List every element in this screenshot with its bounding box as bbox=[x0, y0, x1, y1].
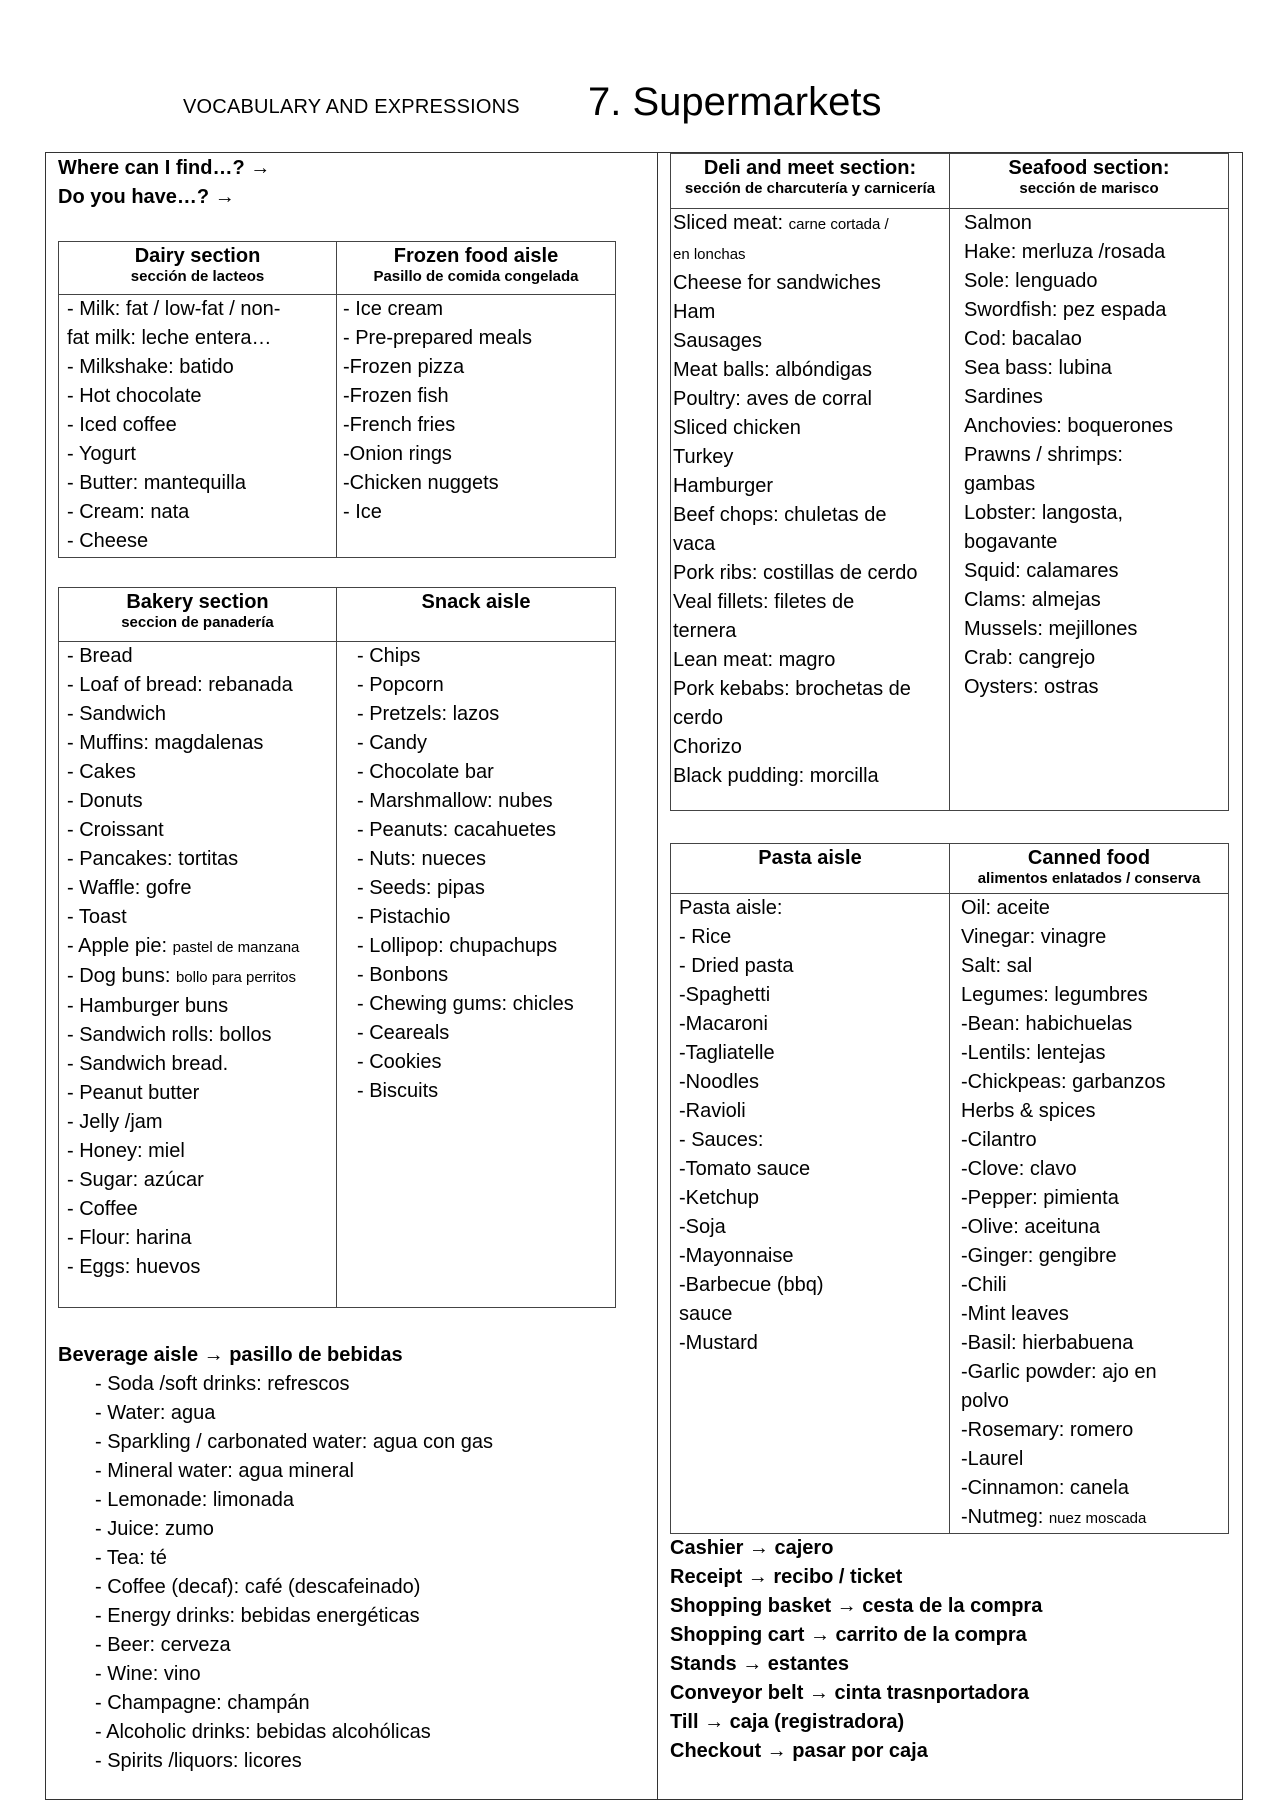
bakery-item-text: - Sandwich rolls: bollos bbox=[67, 1024, 272, 1046]
snack-item: - Chips bbox=[357, 645, 421, 667]
dairy-item: - Hot chocolate bbox=[67, 385, 202, 407]
bakery-item bbox=[67, 1050, 336, 1079]
seafood-header bbox=[950, 154, 1229, 209]
bakery-item-text: - Coffee bbox=[67, 1198, 138, 1220]
frozen-item: -French fries bbox=[343, 414, 456, 436]
deli-item bbox=[673, 356, 949, 385]
bakery-item bbox=[67, 729, 336, 758]
deli-item bbox=[673, 559, 949, 588]
bakery-item bbox=[67, 1253, 336, 1282]
pasta-item: -Ravioli bbox=[679, 1100, 746, 1122]
dairy-frozen-table bbox=[58, 241, 616, 558]
deli-item bbox=[673, 762, 949, 791]
vocab-item: Receipt → recibo / ticket bbox=[670, 1566, 903, 1588]
dairy-item: fat milk: leche entera… bbox=[67, 327, 272, 349]
canned-title: Canned food bbox=[1027, 847, 1151, 869]
canned-item-translation: nuez moscada bbox=[1048, 1510, 1147, 1527]
canned-item bbox=[961, 923, 1228, 952]
deli-subtitle: sección de charcutería y carnicería bbox=[684, 180, 936, 197]
bakery-list-cell bbox=[59, 642, 337, 1308]
canned-item-text: Oil: aceite bbox=[961, 897, 1050, 919]
vocab-item: Conveyor belt → cinta trasnportadora bbox=[670, 1682, 1029, 1704]
pasta-item: Pasta aisle: bbox=[679, 897, 783, 919]
deli-item-text: ternera bbox=[673, 620, 737, 642]
bakery-item-text: - Toast bbox=[67, 906, 127, 928]
snack-item: - Biscuits bbox=[357, 1080, 439, 1102]
snack-item: - Candy bbox=[357, 732, 428, 754]
beverage-item: - Wine: vino bbox=[95, 1663, 201, 1685]
bakery-item-text: - Sandwich bbox=[67, 703, 166, 725]
pasta-item: -Ketchup bbox=[679, 1187, 760, 1209]
deli-item-text: vaca bbox=[673, 533, 716, 555]
deli-seafood-table bbox=[670, 153, 1229, 811]
bakery-item-translation: pastel de manzana bbox=[172, 939, 300, 956]
snack-item: - Seeds: pipas bbox=[357, 877, 485, 899]
canned-item bbox=[961, 1068, 1228, 1097]
bakery-item bbox=[67, 962, 336, 992]
beverage-item: - Beer: cerveza bbox=[95, 1634, 231, 1656]
vocab-item: Checkout → pasar por caja bbox=[670, 1740, 928, 1762]
seafood-item: Salmon bbox=[964, 212, 1032, 234]
bakery-item-text: - Loaf of bread: rebanada bbox=[67, 674, 293, 696]
bakery-item bbox=[67, 1195, 336, 1224]
bakery-item bbox=[67, 874, 336, 903]
canned-item-text: polvo bbox=[961, 1390, 1009, 1412]
deli-item bbox=[673, 327, 949, 356]
snack-header bbox=[337, 588, 616, 642]
canned-item-text: -Basil: hierbabuena bbox=[961, 1332, 1134, 1354]
seafood-item: Sole: lenguado bbox=[964, 270, 1098, 292]
deli-item-text: Sliced meat: bbox=[673, 212, 784, 234]
bakery-item-text: - Pancakes: tortitas bbox=[67, 848, 239, 870]
bakery-item-text: - Honey: miel bbox=[67, 1140, 185, 1162]
canned-subtitle: alimentos enlatados / conserva bbox=[977, 870, 1201, 887]
bakery-item-text: - Hamburger buns bbox=[67, 995, 229, 1017]
snack-item: - Popcorn bbox=[357, 674, 444, 696]
pasta-list-cell bbox=[671, 894, 950, 1534]
seafood-item: Sea bass: lubina bbox=[964, 357, 1112, 379]
canned-item-text: -Cinnamon: canela bbox=[961, 1477, 1129, 1499]
canned-item bbox=[961, 1329, 1228, 1358]
seafood-item: Sardines bbox=[964, 386, 1043, 408]
bakery-item bbox=[67, 1137, 336, 1166]
frozen-title: Frozen food aisle bbox=[393, 245, 559, 267]
bakery-item-text: - Jelly /jam bbox=[67, 1111, 163, 1133]
canned-item-text: -Cilantro bbox=[961, 1129, 1037, 1151]
beverage-list bbox=[58, 1370, 493, 1776]
canned-item-text: Legumes: legumbres bbox=[961, 984, 1148, 1006]
canned-item bbox=[961, 952, 1228, 981]
dairy-item: - Cheese bbox=[67, 530, 149, 552]
canned-item bbox=[961, 1184, 1228, 1213]
pasta-item: - Rice bbox=[679, 926, 732, 948]
seafood-title: Seafood section: bbox=[1008, 157, 1170, 179]
canned-item bbox=[961, 1300, 1228, 1329]
seafood-item: gambas bbox=[964, 473, 1036, 495]
bakery-item-text: - Waffle: gofre bbox=[67, 877, 192, 899]
canned-item-text: -Ginger: gengibre bbox=[961, 1245, 1117, 1267]
deli-item-text: Chorizo bbox=[673, 736, 742, 758]
pasta-item: sauce bbox=[679, 1303, 733, 1325]
seafood-item: Prawns / shrimps: bbox=[964, 444, 1123, 466]
deli-item-text: Poultry: aves de corral bbox=[673, 388, 872, 410]
snack-item: - Chewing gums: chicles bbox=[357, 993, 574, 1015]
snack-item: - Peanuts: cacahuetes bbox=[357, 819, 557, 841]
dairy-item: - Yogurt bbox=[67, 443, 136, 465]
seafood-item: Mussels: mejillones bbox=[964, 618, 1138, 640]
canned-item bbox=[961, 1445, 1228, 1474]
bakery-item-text: - Peanut butter bbox=[67, 1082, 200, 1104]
bakery-item bbox=[67, 903, 336, 932]
seafood-subtitle: sección de marisco bbox=[1019, 180, 1159, 197]
bakery-list bbox=[67, 642, 336, 1282]
canned-list-cell bbox=[950, 894, 1229, 1534]
pasta-item: -Tomato sauce bbox=[679, 1158, 811, 1180]
checkout-vocabulary bbox=[670, 1534, 1042, 1766]
snack-item: - Chocolate bar bbox=[357, 761, 494, 783]
pasta-item: -Soja bbox=[679, 1216, 726, 1238]
frozen-item: - Ice cream bbox=[343, 298, 444, 320]
bakery-item bbox=[67, 642, 336, 671]
frozen-subtitle: Pasillo de comida congelada bbox=[373, 268, 579, 285]
pasta-canned-table bbox=[670, 843, 1229, 1534]
deli-item bbox=[673, 530, 949, 559]
bakery-item-text: - Cakes bbox=[67, 761, 136, 783]
beverage-item: - Alcoholic drinks: bebidas alcohólicas bbox=[95, 1721, 431, 1743]
frozen-item: - Ice bbox=[343, 501, 382, 523]
deli-item bbox=[673, 501, 949, 530]
deli-item bbox=[673, 298, 949, 327]
deli-title: Deli and meet section: bbox=[703, 157, 917, 179]
vocab-list bbox=[670, 1534, 1042, 1766]
deli-item bbox=[673, 385, 949, 414]
question-where: Where can I find…? → bbox=[58, 157, 271, 179]
seafood-list-cell bbox=[950, 209, 1229, 811]
bakery-item-translation: bollo para perritos bbox=[175, 969, 297, 986]
page-title: 7. Supermarkets bbox=[588, 80, 882, 124]
dairy-item: - Milk: fat / low-fat / non- bbox=[67, 298, 281, 320]
bakery-item-text: - Sandwich bread. bbox=[67, 1053, 229, 1075]
pasta-item: - Dried pasta bbox=[679, 955, 794, 977]
beverage-section bbox=[58, 1341, 493, 1776]
beverage-item: - Sparkling / carbonated water: agua con gas bbox=[95, 1431, 494, 1453]
bakery-item-text: - Dog buns: bbox=[67, 965, 171, 987]
beverage-title: Beverage aisle → pasillo de bebidas bbox=[58, 1344, 403, 1366]
dairy-title: Dairy section bbox=[134, 245, 261, 267]
deli-item-translation: carne cortada / bbox=[788, 216, 889, 233]
vocab-item: Till → caja (registradora) bbox=[670, 1711, 905, 1733]
pasta-item: -Barbecue (bbq) bbox=[679, 1274, 824, 1296]
bakery-item-text: - Bread bbox=[67, 645, 133, 667]
seafood-item: Anchovies: boquerones bbox=[964, 415, 1174, 437]
canned-item bbox=[961, 1242, 1228, 1271]
deli-item-text: Sliced chicken bbox=[673, 417, 801, 439]
dairy-item: - Milkshake: batido bbox=[67, 356, 234, 378]
dairy-header bbox=[59, 242, 337, 295]
canned-item bbox=[961, 1474, 1228, 1503]
beverage-item: - Mineral water: agua mineral bbox=[95, 1460, 354, 1482]
bakery-item-text: - Apple pie: bbox=[67, 935, 168, 957]
seafood-item: Clams: almejas bbox=[964, 589, 1101, 611]
deli-item bbox=[673, 617, 949, 646]
canned-item bbox=[961, 894, 1228, 923]
bakery-item bbox=[67, 671, 336, 700]
deli-item-text: Sausages bbox=[673, 330, 762, 352]
bakery-item bbox=[67, 700, 336, 729]
bakery-item bbox=[67, 1166, 336, 1195]
seafood-item: Cod: bacalao bbox=[964, 328, 1082, 350]
question-have: Do you have…? → bbox=[58, 186, 235, 208]
bakery-item-text: - Muffins: magdalenas bbox=[67, 732, 264, 754]
snack-title: Snack aisle bbox=[421, 591, 531, 613]
canned-item bbox=[961, 1416, 1228, 1445]
beverage-item: - Tea: té bbox=[95, 1547, 167, 1569]
pasta-title: Pasta aisle bbox=[758, 847, 862, 869]
bakery-item bbox=[67, 1108, 336, 1137]
beverage-item: - Coffee (decaf): café (descafeinado) bbox=[95, 1576, 421, 1598]
snack-list bbox=[357, 642, 615, 1106]
bakery-item-text: - Eggs: huevos bbox=[67, 1256, 201, 1278]
canned-item bbox=[961, 1213, 1228, 1242]
bakery-item bbox=[67, 932, 336, 962]
dairy-list-cell bbox=[59, 295, 337, 558]
dairy-item: - Iced coffee bbox=[67, 414, 177, 436]
deli-item-translation: en lonchas bbox=[673, 246, 746, 263]
pasta-item: -Mustard bbox=[679, 1332, 758, 1354]
questions bbox=[58, 154, 270, 212]
canned-item-text: Salt: sal bbox=[961, 955, 1033, 977]
snack-item: - Lollipop: chupachups bbox=[357, 935, 558, 957]
snack-item: - Ceareals bbox=[357, 1022, 450, 1044]
dairy-list bbox=[67, 295, 336, 556]
seafood-list bbox=[964, 209, 1228, 702]
deli-item-text: Pork kebabs: brochetas de bbox=[673, 678, 911, 700]
pasta-header bbox=[671, 844, 950, 894]
header-subject: VOCABULARY AND EXPRESSIONS bbox=[183, 96, 520, 118]
deli-item-text: Hamburger bbox=[673, 475, 774, 497]
frozen-item: -Onion rings bbox=[343, 443, 452, 465]
deli-item bbox=[673, 414, 949, 443]
canned-list bbox=[961, 894, 1228, 1533]
deli-item bbox=[673, 472, 949, 501]
canned-item bbox=[961, 1271, 1228, 1300]
deli-item-text: Pork ribs: costillas de cerdo bbox=[673, 562, 918, 584]
bakery-snack-table bbox=[58, 587, 616, 1308]
vocab-item: Stands → estantes bbox=[670, 1653, 849, 1675]
deli-item-text: Cheese for sandwiches bbox=[673, 272, 881, 294]
canned-item bbox=[961, 1503, 1228, 1533]
pasta-item: -Mayonnaise bbox=[679, 1245, 794, 1267]
canned-item bbox=[961, 1126, 1228, 1155]
bakery-item bbox=[67, 1224, 336, 1253]
bakery-title: Bakery section bbox=[126, 591, 269, 613]
frozen-list bbox=[343, 295, 615, 527]
dairy-subtitle: sección de lacteos bbox=[130, 268, 265, 285]
bakery-item-text: - Sugar: azúcar bbox=[67, 1169, 204, 1191]
pasta-item: -Noodles bbox=[679, 1071, 760, 1093]
deli-item bbox=[673, 269, 949, 298]
canned-item bbox=[961, 1010, 1228, 1039]
beverage-item: - Spirits /liquors: licores bbox=[95, 1750, 302, 1772]
bakery-item bbox=[67, 992, 336, 1021]
vocab-item: Cashier → cajero bbox=[670, 1537, 834, 1559]
deli-item bbox=[673, 733, 949, 762]
deli-item bbox=[673, 209, 949, 239]
snack-item: - Pretzels: lazos bbox=[357, 703, 500, 725]
canned-item-text: -Chili bbox=[961, 1274, 1007, 1296]
dairy-item: - Cream: nata bbox=[67, 501, 190, 523]
column-divider bbox=[657, 152, 658, 1800]
beverage-item: - Energy drinks: bebidas energéticas bbox=[95, 1605, 420, 1627]
snack-item: - Bonbons bbox=[357, 964, 449, 986]
pasta-list bbox=[679, 894, 949, 1358]
bakery-item bbox=[67, 845, 336, 874]
canned-item bbox=[961, 1387, 1228, 1416]
bakery-item bbox=[67, 787, 336, 816]
deli-item-text: Black pudding: morcilla bbox=[673, 765, 879, 787]
bakery-subtitle: seccion de panadería bbox=[121, 614, 274, 631]
canned-item-text: -Nutmeg: bbox=[961, 1506, 1044, 1528]
deli-item bbox=[673, 704, 949, 733]
beverage-item: - Juice: zumo bbox=[95, 1518, 214, 1540]
deli-item bbox=[673, 443, 949, 472]
beverage-item: - Water: agua bbox=[95, 1402, 216, 1424]
bakery-item bbox=[67, 1079, 336, 1108]
seafood-item: Swordfish: pez espada bbox=[964, 299, 1167, 321]
deli-item-text: Lean meat: magro bbox=[673, 649, 836, 671]
canned-item bbox=[961, 1155, 1228, 1184]
deli-item-text: Beef chops: chuletas de bbox=[673, 504, 887, 526]
snack-list-cell bbox=[337, 642, 616, 1308]
snack-item: - Cookies bbox=[357, 1051, 442, 1073]
pasta-item: -Spaghetti bbox=[679, 984, 771, 1006]
canned-item-text: -Mint leaves bbox=[961, 1303, 1069, 1325]
dairy-item: - Butter: mantequilla bbox=[67, 472, 246, 494]
canned-item bbox=[961, 1358, 1228, 1387]
deli-item bbox=[673, 588, 949, 617]
deli-list bbox=[673, 209, 949, 791]
canned-header bbox=[950, 844, 1229, 894]
snack-item: - Nuts: nueces bbox=[357, 848, 486, 870]
frozen-item: -Frozen fish bbox=[343, 385, 449, 407]
seafood-item: Hake: merluza /rosada bbox=[964, 241, 1166, 263]
deli-item-text: Ham bbox=[673, 301, 716, 323]
bakery-item-text: - Flour: harina bbox=[67, 1227, 192, 1249]
deli-item bbox=[673, 646, 949, 675]
deli-item-text: Veal fillets: filetes de bbox=[673, 591, 855, 613]
seafood-item: Lobster: langosta, bbox=[964, 502, 1123, 524]
bakery-item-text: - Croissant bbox=[67, 819, 164, 841]
deli-item-text: Meat balls: albóndigas bbox=[673, 359, 873, 381]
bakery-item-text: - Donuts bbox=[67, 790, 143, 812]
beverage-item: - Lemonade: limonada bbox=[95, 1489, 295, 1511]
vocab-item: Shopping basket → cesta de la compra bbox=[670, 1595, 1043, 1617]
canned-item-text: -Bean: habichuelas bbox=[961, 1013, 1133, 1035]
vocab-item: Shopping cart → carrito de la compra bbox=[670, 1624, 1027, 1646]
canned-item-text: -Olive: aceituna bbox=[961, 1216, 1100, 1238]
deli-header bbox=[671, 154, 950, 209]
deli-list-cell bbox=[671, 209, 950, 811]
seafood-item: Squid: calamares bbox=[964, 560, 1119, 582]
deli-item-text: cerdo bbox=[673, 707, 724, 729]
deli-item bbox=[673, 675, 949, 704]
beverage-item: - Champagne: champán bbox=[95, 1692, 310, 1714]
canned-item-text: -Lentils: lentejas bbox=[961, 1042, 1106, 1064]
seafood-item: Oysters: ostras bbox=[964, 676, 1099, 698]
canned-item-text: -Pepper: pimienta bbox=[961, 1187, 1119, 1209]
beverage-item: - Soda /soft drinks: refrescos bbox=[95, 1373, 350, 1395]
frozen-item: -Chicken nuggets bbox=[343, 472, 499, 494]
frozen-item: -Frozen pizza bbox=[343, 356, 465, 378]
frozen-list-cell bbox=[337, 295, 616, 558]
canned-item bbox=[961, 1039, 1228, 1068]
canned-item bbox=[961, 981, 1228, 1010]
bakery-item bbox=[67, 758, 336, 787]
canned-item-text: Herbs & spices bbox=[961, 1100, 1096, 1122]
canned-item-text: -Laurel bbox=[961, 1448, 1024, 1470]
pasta-item: -Tagliatelle bbox=[679, 1042, 775, 1064]
canned-item bbox=[961, 1097, 1228, 1126]
canned-item-text: -Rosemary: romero bbox=[961, 1419, 1134, 1441]
canned-item-text: -Chickpeas: garbanzos bbox=[961, 1071, 1166, 1093]
snack-item: - Pistachio bbox=[357, 906, 451, 928]
bakery-item bbox=[67, 816, 336, 845]
seafood-item: Crab: cangrejo bbox=[964, 647, 1096, 669]
frozen-item: - Pre-prepared meals bbox=[343, 327, 532, 349]
seafood-item: bogavante bbox=[964, 531, 1058, 553]
deli-item bbox=[673, 239, 949, 269]
deli-item-text: Turkey bbox=[673, 446, 734, 468]
canned-item-text: Vinegar: vinagre bbox=[961, 926, 1107, 948]
canned-item-text: -Garlic powder: ajo en bbox=[961, 1361, 1157, 1383]
bakery-header bbox=[59, 588, 337, 642]
canned-item-text: -Clove: clavo bbox=[961, 1158, 1077, 1180]
pasta-item: - Sauces: bbox=[679, 1129, 764, 1151]
frozen-header bbox=[337, 242, 616, 295]
bakery-item bbox=[67, 1021, 336, 1050]
pasta-item: -Macaroni bbox=[679, 1013, 768, 1035]
snack-item: - Marshmallow: nubes bbox=[357, 790, 553, 812]
